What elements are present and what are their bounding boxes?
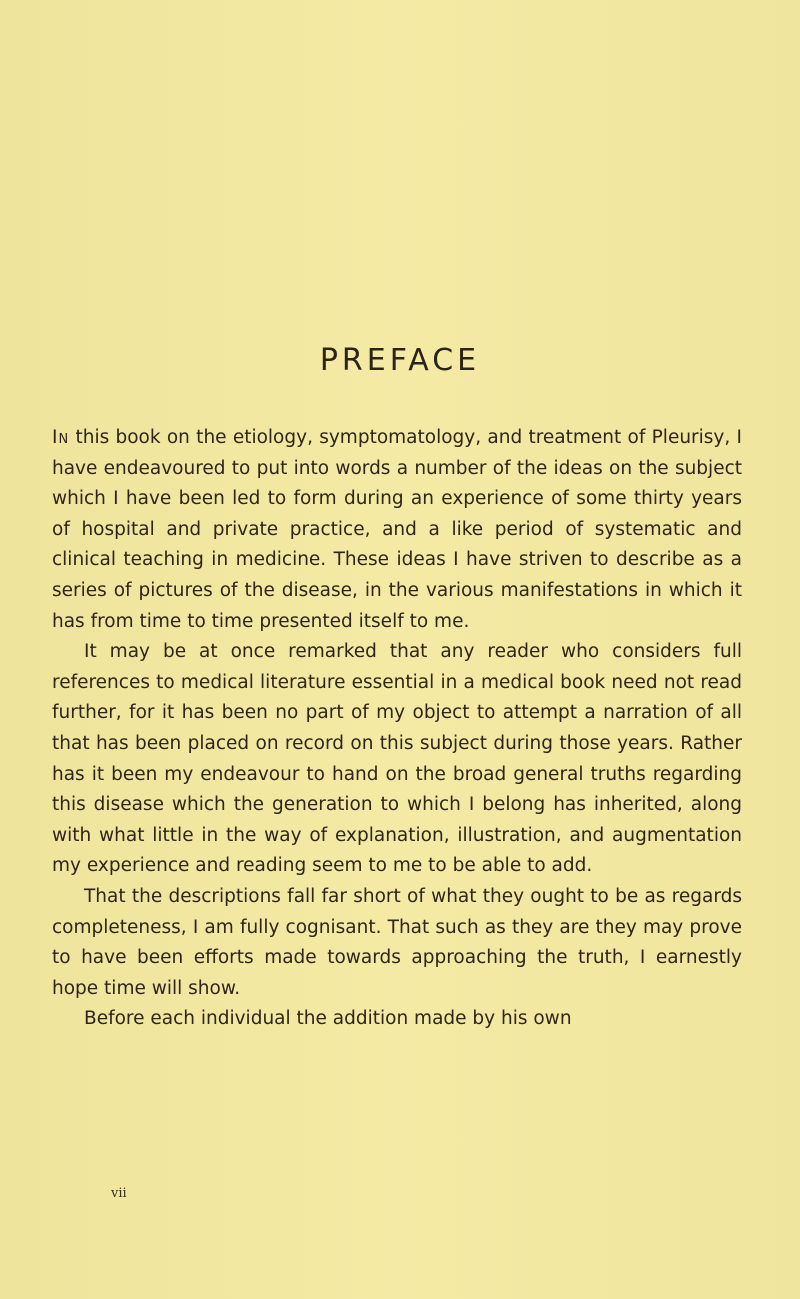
paragraph-1: [52, 423, 742, 637]
page-title: PREFACE: [319, 343, 481, 378]
paragraph-4: Before each individual the addition made by his own: [84, 1008, 572, 1030]
paragraph-2: It may be at once remarked that any reader who considers full references to medical literature essential in a medical book need not read further, for it has been no part of my object to attempt a narration of all that has been placed on record on this subject during those years. Rather has it been my endeavour to hand on the broad general truths regarding this disease which the generation to which I belong has inherited, along with what little in the way of explanation, illustration, and augmentation my experience and reading seem to me to be able to add.: [52, 641, 742, 877]
page-number: vii: [111, 1186, 127, 1201]
preface-body: [52, 423, 742, 1035]
paragraph-1-text: this book on the etiology, symptomatology, and treatment of Pleurisy, I have endeavoured to put into words a number of the ideas on the subject which I have been led to form during an experience of some thirty years of hospital and private practice, and a like period of systematic and clinical teaching in medicine. These ideas I have striven to describe as a series of pictures of the disease, in the various manifestations in which it has from time to time presented itself to me.: [52, 427, 742, 632]
paragraph-3: That the descriptions fall far short of what they ought to be as regards completeness, I am fully cognisant. That such as they are they may prove to have been efforts made towards approaching the truth, I earnestly hope time will show.: [52, 885, 742, 999]
paragraph-1-lead: In: [52, 427, 70, 448]
